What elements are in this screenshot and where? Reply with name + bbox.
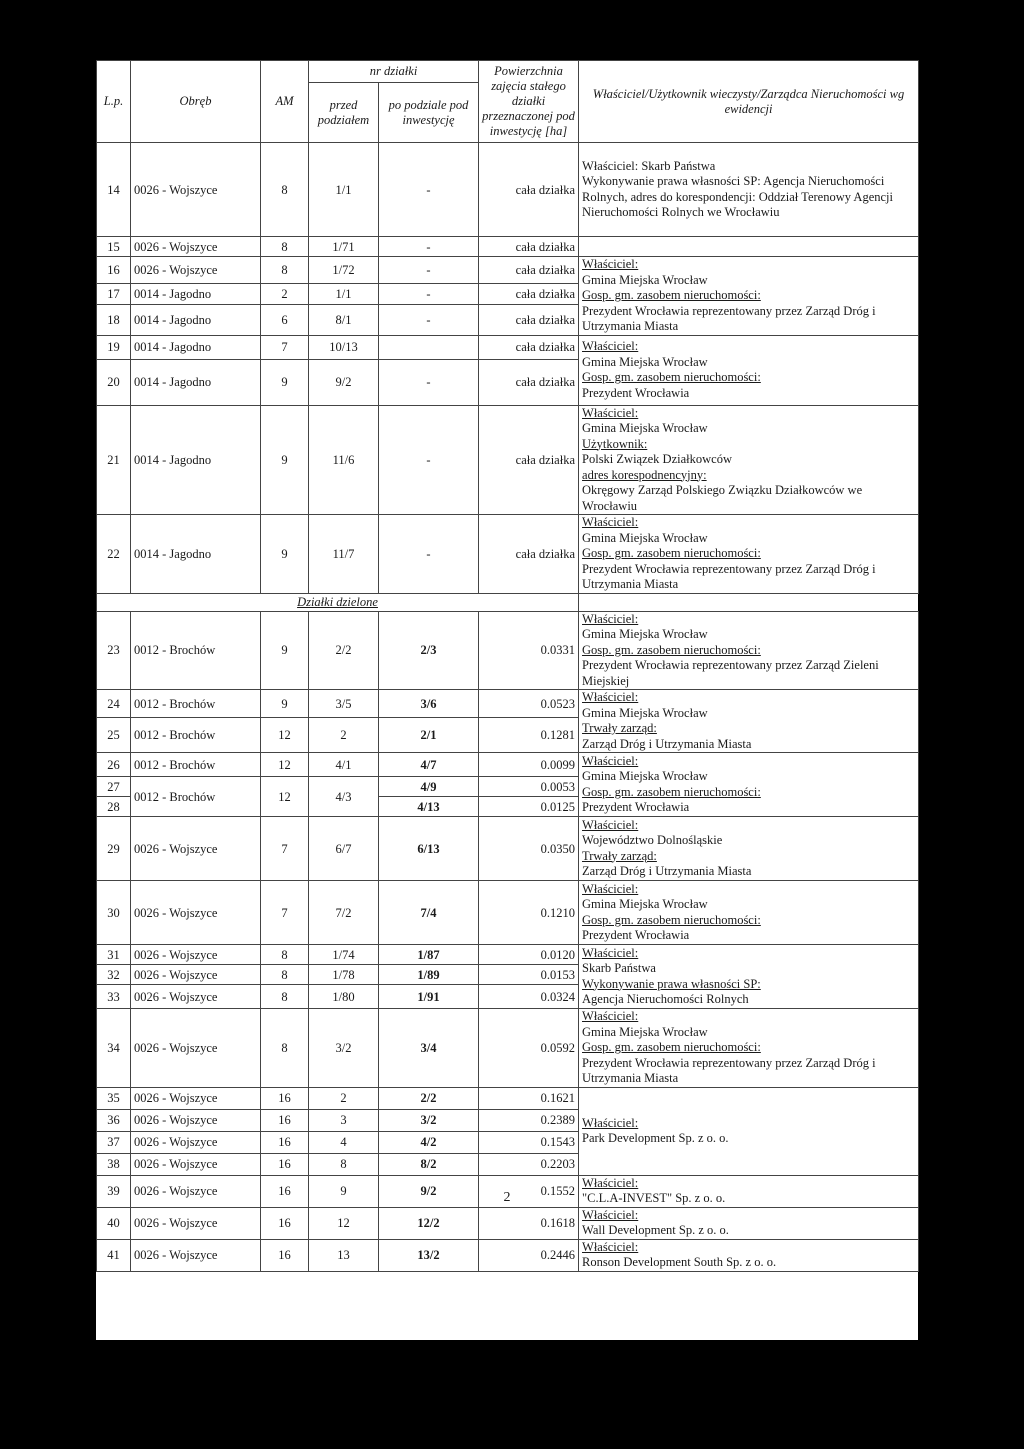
cell-lp: 18 (97, 304, 131, 335)
cell-po: 1/89 (379, 965, 479, 985)
cell-po: - (379, 283, 479, 304)
cell-po: 4/9 (379, 777, 479, 797)
cell-pow: cała działka (479, 283, 579, 304)
cell-obreb: 0012 - Brochów (131, 753, 261, 777)
cell-lp: 17 (97, 283, 131, 304)
owner-label: Gosp. gm. zasobem nieruchomości: (582, 288, 761, 302)
cell-lp: 40 (97, 1207, 131, 1239)
header-row-1 (97, 61, 919, 83)
owner-label: Trwały zarząd: (582, 848, 657, 863)
owner-text: Zarząd Dróg i Utrzymania Miasta (582, 736, 752, 751)
cell-obreb: 0014 - Jagodno (131, 304, 261, 335)
cell-po: 1/91 (379, 985, 479, 1009)
cell-przed: 1/72 (309, 257, 379, 284)
cell-am: 16 (261, 1175, 309, 1207)
cell-po: 2/1 (379, 718, 479, 753)
cell-po: 2/3 (379, 611, 479, 690)
document-page (96, 60, 918, 1340)
cell-przed: 1/74 (309, 945, 379, 965)
table-row (97, 143, 919, 237)
cell-przed: 11/6 (309, 405, 379, 515)
cell-am: 12 (261, 777, 309, 817)
cell-obreb: 0026 - Wojszyce (131, 817, 261, 881)
owner-text: Prezydent Wrocławia reprezentowany przez Zarząd Dróg i Utrzymania Miasta (582, 1055, 876, 1085)
cell-lp: 41 (97, 1239, 131, 1271)
cell-obreb: 0026 - Wojszyce (131, 1109, 261, 1131)
cell-po: - (379, 405, 479, 515)
cell-pow: 0.2389 (479, 1109, 579, 1131)
cell-am: 8 (261, 257, 309, 284)
cell-po: - (379, 515, 479, 594)
owner-cell (579, 335, 919, 405)
cell-am: 8 (261, 237, 309, 257)
owner-text: Gmina Miejska Wrocław (582, 530, 708, 545)
cell-przed: 8 (309, 1153, 379, 1175)
owner-cell (579, 1207, 919, 1239)
cell-lp: 19 (97, 335, 131, 359)
cell-pow: 0.0153 (479, 965, 579, 985)
cell-obreb: 0014 - Jagodno (131, 515, 261, 594)
owner-cell (579, 237, 919, 257)
cell-po: 4/13 (379, 797, 479, 817)
cell-obreb: 0026 - Wojszyce (131, 237, 261, 257)
cell-lp: 24 (97, 690, 131, 718)
table-row (97, 690, 919, 718)
cell-lp: 25 (97, 718, 131, 753)
cell-am: 16 (261, 1109, 309, 1131)
cell-pow: 0.0331 (479, 611, 579, 690)
cell-po: 1/87 (379, 945, 479, 965)
cell-pow: cała działka (479, 359, 579, 405)
header-po-podziale: po podziale pod inwestycję (379, 83, 479, 143)
cell-przed: 1/71 (309, 237, 379, 257)
cell-am: 12 (261, 753, 309, 777)
cell-am: 9 (261, 611, 309, 690)
owner-label: Właściciel: (582, 1115, 639, 1130)
cell-am: 6 (261, 304, 309, 335)
cell-am: 8 (261, 945, 309, 965)
cell-am: 8 (261, 965, 309, 985)
cell-lp: 36 (97, 1109, 131, 1131)
owner-cell (579, 515, 919, 594)
cell-po: 4/7 (379, 753, 479, 777)
cell-przed: 3/2 (309, 1009, 379, 1088)
cell-po: - (379, 143, 479, 237)
owner-text: Wall Development Sp. z o. o. (582, 1223, 729, 1237)
cell-lp: 38 (97, 1153, 131, 1175)
cell-pow: 0.0592 (479, 1009, 579, 1088)
owner-label: Wykonywanie prawa własności SP: (582, 976, 761, 991)
cell-przed: 8/1 (309, 304, 379, 335)
owner-cell (579, 881, 919, 945)
cell-pow: 0.2203 (479, 1153, 579, 1175)
owner-label: Trwały zarząd: (582, 721, 657, 735)
cell-pow: 0.0120 (479, 945, 579, 965)
cell-po: 3/4 (379, 1009, 479, 1088)
owner-label: Właściciel: (582, 1239, 639, 1254)
cell-przed: 6/7 (309, 817, 379, 881)
table-row (97, 611, 919, 690)
table-row (97, 237, 919, 257)
cell-lp: 20 (97, 359, 131, 405)
cell-am: 8 (261, 143, 309, 237)
cell-obreb: 0012 - Brochów (131, 718, 261, 753)
cell-przed: 9/2 (309, 359, 379, 405)
cell-am: 8 (261, 1009, 309, 1088)
cell-po: - (379, 304, 479, 335)
cell-am: 7 (261, 817, 309, 881)
cell-obreb: 0026 - Wojszyce (131, 1207, 261, 1239)
table-row (97, 881, 919, 945)
owner-label: Właściciel: (582, 339, 639, 353)
cell-am: 9 (261, 359, 309, 405)
owner-text: Zarząd Dróg i Utrzymania Miasta (582, 864, 752, 878)
cell-obreb: 0026 - Wojszyce (131, 1131, 261, 1153)
header-am: AM (261, 61, 309, 143)
cell-am: 8 (261, 985, 309, 1009)
cell-po: 9/2 (379, 1175, 479, 1207)
owner-text: Gmina Miejska Wrocław (582, 705, 708, 720)
owner-label: Właściciel: (582, 257, 639, 271)
owner-text: Polski Związek Działkowców (582, 452, 732, 466)
cell-po (379, 335, 479, 359)
cell-przed: 11/7 (309, 515, 379, 594)
owner-text: Okręgowy Zarząd Polskiego Związku Działkowców we Wrocławiu (582, 483, 863, 513)
owner-label: Właściciel: (582, 405, 639, 420)
cell-pow: 0.0324 (479, 985, 579, 1009)
cell-lp: 34 (97, 1009, 131, 1088)
cell-pow: cała działka (479, 304, 579, 335)
cell-lp: 31 (97, 945, 131, 965)
parcel-table (96, 60, 919, 1272)
cell-przed: 1/1 (309, 283, 379, 304)
cell-obreb: 0026 - Wojszyce (131, 965, 261, 985)
cell-obreb: 0026 - Wojszyce (131, 1239, 261, 1271)
cell-lp: 26 (97, 753, 131, 777)
cell-lp: 33 (97, 985, 131, 1009)
cell-am: 16 (261, 1207, 309, 1239)
cell-lp: 23 (97, 611, 131, 690)
cell-przed: 1/78 (309, 965, 379, 985)
cell-po: - (379, 237, 479, 257)
owner-label: Gosp. gm. zasobem nieruchomości: (582, 546, 761, 560)
owner-cell (579, 753, 919, 817)
cell-przed: 2 (309, 718, 379, 753)
cell-pow: cała działka (479, 257, 579, 284)
owner-label: Gosp. gm. zasobem nieruchomości: (582, 1040, 761, 1054)
cell-po: 6/13 (379, 817, 479, 881)
cell-przed: 4/1 (309, 753, 379, 777)
header-obreb: Obręb (131, 61, 261, 143)
owner-text: Prezydent Wrocławia reprezentowany przez Zarząd Dróg i Utrzymania Miasta (582, 561, 876, 591)
cell-am: 9 (261, 515, 309, 594)
cell-przed: 13 (309, 1239, 379, 1271)
cell-pow: 0.0099 (479, 753, 579, 777)
cell-am: 12 (261, 718, 309, 753)
cell-obreb: 0026 - Wojszyce (131, 985, 261, 1009)
cell-obreb: 0026 - Wojszyce (131, 1153, 261, 1175)
cell-lp: 16 (97, 257, 131, 284)
owner-text: Gmina Miejska Wrocław (582, 421, 708, 435)
cell-pow: cała działka (479, 143, 579, 237)
cell-pow: 0.0053 (479, 777, 579, 797)
cell-po: 4/2 (379, 1131, 479, 1153)
cell-pow: cała działka (479, 237, 579, 257)
cell-po: 8/2 (379, 1153, 479, 1175)
owner-label: adres korespodnencyjny: (582, 467, 707, 482)
owner-label: Właściciel: (582, 611, 639, 626)
cell-lp: 39 (97, 1175, 131, 1207)
cell-przed: 3/5 (309, 690, 379, 718)
cell-am: 16 (261, 1087, 309, 1109)
cell-am: 7 (261, 335, 309, 359)
table-row (97, 1009, 919, 1088)
owner-text: Województwo Dolnośląskie (582, 833, 723, 847)
owner-text: Gmina Miejska Wrocław (582, 897, 708, 911)
table-row (97, 405, 919, 515)
cell-lp: 30 (97, 881, 131, 945)
owner-text: Właściciel: Skarb Państwa (582, 158, 716, 173)
owner-label: Właściciel: (582, 945, 639, 960)
table-row (97, 753, 919, 777)
owner-label: Gosp. gm. zasobem nieruchomości: (582, 642, 761, 657)
cell-pow: cała działka (479, 335, 579, 359)
owner-cell (579, 1009, 919, 1088)
cell-pow: 0.1621 (479, 1087, 579, 1109)
owner-cell (579, 257, 919, 336)
cell-lp: 21 (97, 405, 131, 515)
cell-am: 9 (261, 405, 309, 515)
owner-text: Gmina Miejska Wrocław (582, 627, 708, 641)
owner-text: Gmina Miejska Wrocław (582, 272, 708, 287)
cell-obreb: 0012 - Brochów (131, 690, 261, 718)
cell-przed: 2 (309, 1087, 379, 1109)
cell-am: 16 (261, 1131, 309, 1153)
cell-po: 3/2 (379, 1109, 479, 1131)
cell-przed: 3 (309, 1109, 379, 1131)
cell-po: 3/6 (379, 690, 479, 718)
table-row (97, 1207, 919, 1239)
cell-przed: 4/3 (309, 777, 379, 817)
table-row (97, 257, 919, 284)
owner-cell (579, 405, 919, 515)
cell-lp: 28 (97, 797, 131, 817)
cell-przed: 7/2 (309, 881, 379, 945)
owner-text: Prezydent Wrocławia (582, 800, 690, 814)
cell-przed: 12 (309, 1207, 379, 1239)
cell-obreb: 0026 - Wojszyce (131, 1009, 261, 1088)
table-row (97, 515, 919, 594)
cell-lp: 35 (97, 1087, 131, 1109)
cell-am: 16 (261, 1239, 309, 1271)
owner-text: Skarb Państwa (582, 961, 656, 975)
header-wlasciciel: Właściciel/Użytkownik wieczysty/Zarządca Nieruchomości wg ewidencji (579, 61, 919, 143)
owner-label: Właściciel: (582, 515, 639, 529)
section-label: Działki dzielone (97, 593, 579, 611)
header-powierzchnia: Powierzchnia zajęcia stałego działki przeznaczonej pod inwestycję [ha] (479, 61, 579, 143)
table-row (97, 335, 919, 359)
owner-cell (579, 690, 919, 753)
cell-pow: 0.0523 (479, 690, 579, 718)
owner-label: Właściciel: (582, 817, 639, 832)
cell-obreb: 0026 - Wojszyce (131, 1175, 261, 1207)
owner-text: Prezydent Wrocławia reprezentowany przez Zarząd Zieleni Miejskiej (582, 658, 879, 688)
cell-po: - (379, 359, 479, 405)
owner-text: Gmina Miejska Wrocław (582, 769, 708, 783)
cell-am: 2 (261, 283, 309, 304)
owner-label: Właściciel: (582, 1175, 639, 1190)
owner-text: Ronson Development South Sp. z o. o. (582, 1255, 777, 1269)
owner-label: Właściciel: (582, 1207, 639, 1222)
owner-cell (579, 611, 919, 690)
cell-po: 2/2 (379, 1087, 479, 1109)
cell-przed: 2/2 (309, 611, 379, 690)
cell-po: 7/4 (379, 881, 479, 945)
owner-text: Wykonywanie prawa własności SP: Agencja Nieruchomości Rolnych, adres do korespondencji: Oddział Terenowy Agencji Nieruchomości Rolnych we Wrocławiu (582, 174, 893, 219)
header-przed-podzialem: przed podziałem (309, 83, 379, 143)
owner-cell (579, 945, 919, 1009)
page-number: 2 (503, 1190, 511, 1205)
cell-pow: 0.0350 (479, 817, 579, 881)
owner-text: Agencja Nieruchomości Rolnych (582, 992, 749, 1006)
header-lp: L.p. (97, 61, 131, 143)
cell-pow: 0.1543 (479, 1131, 579, 1153)
cell-obreb: 0014 - Jagodno (131, 405, 261, 515)
cell-pow: 0.1552 (479, 1175, 579, 1207)
cell-obreb: 0014 - Jagodno (131, 335, 261, 359)
cell-po: - (379, 257, 479, 284)
owner-text: Gmina Miejska Wrocław (582, 1024, 708, 1039)
cell-po: 12/2 (379, 1207, 479, 1239)
cell-pow: 0.2446 (479, 1239, 579, 1271)
cell-lp: 32 (97, 965, 131, 985)
cell-am: 9 (261, 690, 309, 718)
cell-przed: 9 (309, 1175, 379, 1207)
cell-przed: 10/13 (309, 335, 379, 359)
cell-pow: 0.1210 (479, 881, 579, 945)
cell-pow: 0.1281 (479, 718, 579, 753)
owner-label: Gosp. gm. zasobem nieruchomości: (582, 912, 761, 927)
owner-text: Prezydent Wrocławia (582, 385, 690, 400)
cell-obreb: 0014 - Jagodno (131, 359, 261, 405)
cell-obreb: 0026 - Wojszyce (131, 881, 261, 945)
cell-obreb: 0026 - Wojszyce (131, 1087, 261, 1109)
cell-lp: 29 (97, 817, 131, 881)
cell-przed: 1/1 (309, 143, 379, 237)
owner-cell (579, 143, 919, 237)
cell-lp: 14 (97, 143, 131, 237)
cell-pow: 0.1618 (479, 1207, 579, 1239)
owner-label: Gosp. gm. zasobem nieruchomości: (582, 370, 761, 384)
cell-pow: cała działka (479, 515, 579, 594)
cell-lp: 37 (97, 1131, 131, 1153)
cell-przed: 1/80 (309, 985, 379, 1009)
owner-text: Prezydent Wrocławia (582, 928, 690, 942)
owner-cell (579, 817, 919, 881)
owner-text: Prezydent Wrocławia reprezentowany przez Zarząd Dróg i Utrzymania Miasta (582, 303, 876, 333)
cell-lp: 22 (97, 515, 131, 594)
cell-obreb: 0014 - Jagodno (131, 283, 261, 304)
owner-cell (579, 1087, 919, 1175)
table-row (97, 817, 919, 881)
owner-label: Właściciel: (582, 753, 639, 768)
cell-po: 13/2 (379, 1239, 479, 1271)
owner-label: Użytkownik: (582, 436, 648, 451)
table-row (97, 945, 919, 965)
owner-label: Właściciel: (582, 881, 639, 896)
cell-am: 16 (261, 1153, 309, 1175)
owner-label: Gosp. gm. zasobem nieruchomości: (582, 784, 761, 799)
cell-pow: 0.0125 (479, 797, 579, 817)
cell-obreb: 0026 - Wojszyce (131, 257, 261, 284)
cell-obreb: 0012 - Brochów (131, 777, 261, 817)
owner-label: Właściciel: (582, 1009, 639, 1023)
table-row (97, 1087, 919, 1109)
cell-obreb: 0026 - Wojszyce (131, 945, 261, 965)
table-row (97, 1239, 919, 1271)
cell-pow: cała działka (479, 405, 579, 515)
cell-lp: 15 (97, 237, 131, 257)
owner-text: Gmina Miejska Wrocław (582, 354, 708, 369)
section-row (97, 593, 919, 611)
owner-text: Park Development Sp. z o. o. (582, 1131, 729, 1145)
owner-cell (579, 1239, 919, 1271)
cell-am: 7 (261, 881, 309, 945)
cell-przed: 4 (309, 1131, 379, 1153)
header-nr-dzialki: nr działki (309, 61, 479, 83)
cell-obreb: 0012 - Brochów (131, 611, 261, 690)
cell-lp: 27 (97, 777, 131, 797)
owner-text: "C.L.A-INVEST" Sp. z o. o. (582, 1191, 726, 1205)
cell-obreb: 0026 - Wojszyce (131, 143, 261, 237)
owner-label: Właściciel: (582, 690, 639, 704)
